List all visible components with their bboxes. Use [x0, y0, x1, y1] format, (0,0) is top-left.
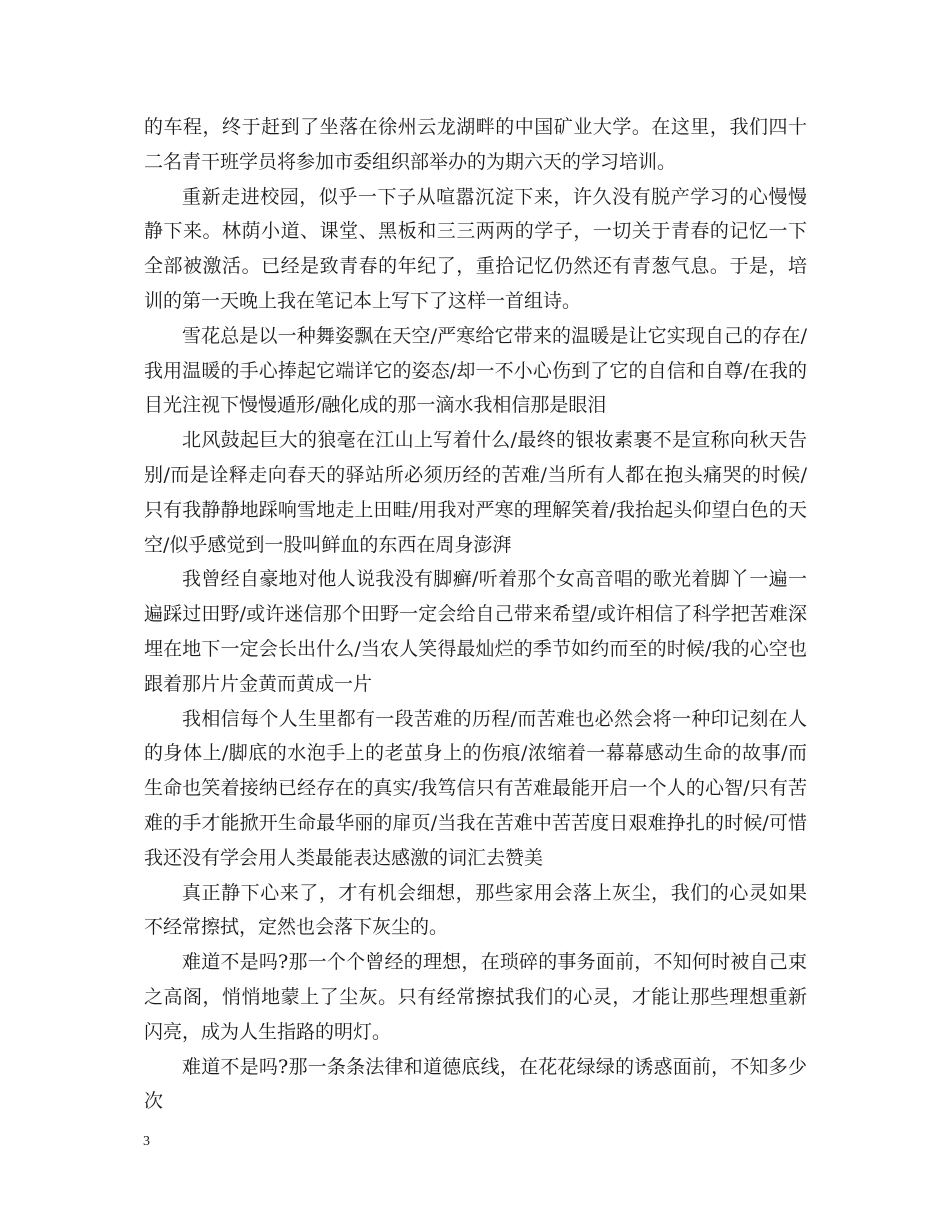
poem-stanza: 雪花总是以一种舞姿飘在天空/严寒给它带来的温暖是让它实现自己的存在/我用温暖的手心捧起它端详它的姿态/却一不小心伤到了它的自信和自尊/在我的目光注视下慢慢遁形/融化成的那一滴水我相信那是眼泪 [144, 324, 807, 417]
paragraph-continuation: 的车程，终于赶到了坐落在徐州云龙湖畔的中国矿业大学。在这里，我们四十二名青干班学员将参加市委组织部举办的为期六天的学习培训。 [144, 116, 807, 173]
document-body [144, 110, 807, 1119]
page-number: 3 [143, 1134, 150, 1149]
poem-stanza: 北风鼓起巨大的狼毫在江山上写着什么/最终的银妆素裹不是宣称向秋天告别/而是诠释走向春天的驿站所必须历经的苦难/当所有人都在抱头痛哭的时候/只有我静静地踩响雪地走上田畦/用我对严寒的理解笑着/我抬起头仰望白色的天空/似乎感觉到一股叫鲜血的东西在周身澎湃 [144, 429, 807, 556]
paragraph: 难道不是吗?那一条条法律和道德底线，在花花绿绿的诱惑面前，不知多少次 [144, 1055, 807, 1113]
paragraph: 重新走进校园，似乎一下子从喧嚣沉淀下来，许久没有脱产学习的心慢慢静下来。林荫小道、课堂、黑板和三三两两的学子，一切关于青春的记忆一下全部被激活。已经是致青春的年纪了，重拾记忆仍然还有青葱气息。于是，培训的第一天晚上我在笔记本上写下了这样一首组诗。 [144, 185, 807, 312]
paragraph: 难道不是吗?那一个个曾经的理想，在琐碎的事务面前，不知何时被自己束之高阁，悄悄地蒙上了尘灰。只有经常擦拭我们的心灵，才能让那些理想重新闪亮，成为人生指路的明灯。 [144, 951, 807, 1043]
poem-stanza: 我相信每个人生里都有一段苦难的历程/而苦难也必然会将一种印记刻在人的身体上/脚底的水泡手上的老茧身上的伤痕/浓缩着一幕幕感动生命的故事/而生命也笑着接纳已经存在的真实/我笃信只有苦难最能开启一个人的心智/只有苦难的手才能掀开生命最华丽的扉页/当我在苦难中苦苦度日艰难挣扎的时候/可惜我还没有学会用人类最能表达感激的词汇去赞美 [144, 707, 807, 869]
paragraph: 真正静下心来了，才有机会细想，那些家用会落上灰尘，我们的心灵如果不经常擦拭，定然也会落下灰尘的。 [144, 881, 807, 939]
poem-stanza: 我曾经自豪地对他人说我没有脚癣/听着那个女高音唱的歌光着脚丫一遍一遍踩过田野/或许迷信那个田野一定会给自己带来希望/或许相信了科学把苦难深埋在地下一定会长出什么/当农人笑得最灿烂的季节如约而至的时候/我的心空也跟着那片片金黄而黄成一片 [144, 568, 807, 695]
